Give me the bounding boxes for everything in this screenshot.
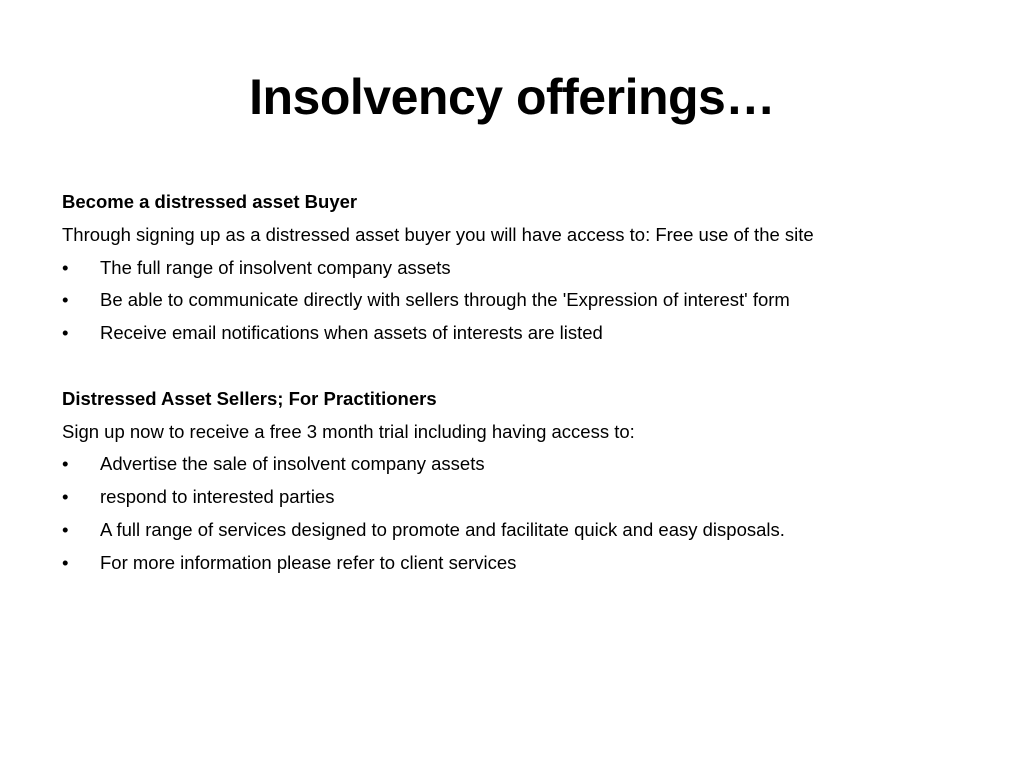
list-item xyxy=(62,547,962,580)
bullet-icon: • xyxy=(62,551,69,573)
list-item xyxy=(62,448,962,481)
buyer-section-heading: Become a distressed asset Buyer xyxy=(62,191,358,212)
slide-body xyxy=(62,186,962,580)
slide-title: Insolvency offerings… xyxy=(249,69,775,125)
bullet-icon: • xyxy=(62,256,69,278)
list-item-text: Receive email notifications when assets of interests are listed xyxy=(100,322,603,344)
section-spacer xyxy=(62,350,962,383)
list-item-text: respond to interested parties xyxy=(100,486,335,508)
list-item-text: For more information please refer to client services xyxy=(100,551,517,573)
list-item-text: A full range of services designed to promote and facilitate quick and easy disposals. xyxy=(100,518,785,540)
bullet-icon: • xyxy=(62,322,69,344)
list-item xyxy=(62,481,962,514)
bullet-icon: • xyxy=(62,486,69,508)
list-item xyxy=(62,284,962,317)
bullet-icon: • xyxy=(62,518,69,540)
list-item xyxy=(62,514,962,547)
list-item-text: Be able to communicate directly with sellers through the 'Expression of interest' form xyxy=(100,289,790,311)
list-item-text: The full range of insolvent company assets xyxy=(100,256,451,278)
seller-section-intro: Sign up now to receive a free 3 month trial including having access to: xyxy=(62,420,635,442)
bullet-icon: • xyxy=(62,289,69,311)
seller-section-heading: Distressed Asset Sellers; For Practitioners xyxy=(62,387,437,409)
list-item xyxy=(62,317,962,350)
list-item xyxy=(62,252,962,285)
bullet-icon: • xyxy=(62,453,69,475)
list-item-text: Advertise the sale of insolvent company assets xyxy=(100,453,485,475)
buyer-section-intro: Through signing up as a distressed asset buyer you will have access to: Free use of the site xyxy=(62,223,814,245)
